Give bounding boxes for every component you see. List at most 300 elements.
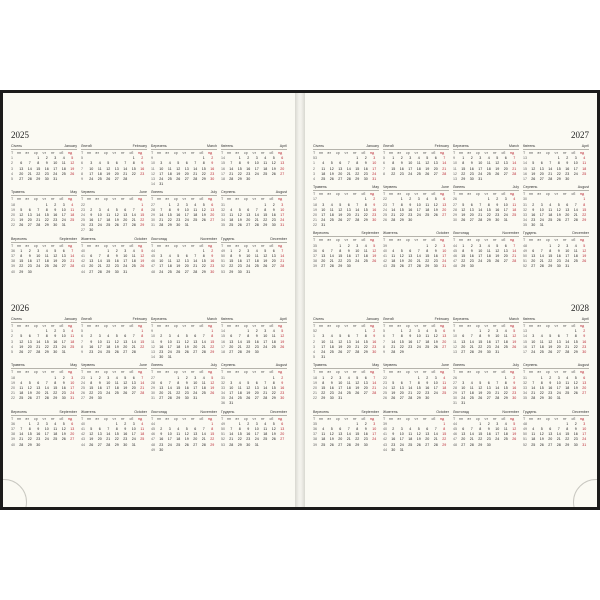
day-cell: 4	[330, 334, 333, 339]
week-number: 44	[151, 421, 155, 426]
weekday-label: пн	[389, 416, 393, 421]
day-cell: 16	[53, 212, 58, 217]
day-cell: 21	[355, 344, 360, 349]
day-cell: 2	[557, 243, 560, 248]
day-cell: 26	[548, 349, 553, 354]
month-header	[221, 363, 287, 369]
weekday-label: Т	[383, 151, 386, 155]
week-number: 31	[453, 401, 457, 406]
month-grid	[151, 237, 217, 275]
day-cell: 11	[263, 161, 268, 166]
day-cell: 20	[36, 391, 41, 396]
weekday-label: сб	[431, 192, 436, 197]
month-name-ua: Лютий	[81, 317, 92, 321]
day-cell: 14	[391, 339, 396, 344]
day-cell: 9	[330, 380, 333, 385]
weekday-label: чт	[112, 416, 117, 421]
day-cell: 18	[565, 385, 570, 390]
day-cell: 3	[373, 156, 376, 161]
day-cell: 17	[263, 339, 268, 344]
weekday-label: нд	[138, 243, 143, 248]
day-cell: 3	[566, 243, 569, 248]
day-cell: 21	[97, 264, 102, 269]
day-cell: 3	[443, 243, 446, 248]
day-cell: 18	[254, 259, 259, 264]
day-cell: 11	[140, 427, 145, 431]
week-row	[221, 443, 287, 448]
month-name-ua: Січень	[11, 144, 23, 148]
day-cell: 17	[229, 391, 234, 396]
month-name-ua: Лютий	[81, 144, 92, 148]
week-number: 17	[221, 344, 225, 349]
day-cell: 10	[167, 339, 172, 344]
month-grid	[383, 185, 449, 228]
week-number: 29	[453, 212, 457, 217]
weekday-label: сб	[501, 324, 506, 328]
day-cell: 6	[504, 156, 507, 161]
day-cell	[138, 443, 147, 448]
month-name-en: October	[134, 236, 147, 241]
day-cell: 19	[114, 218, 119, 223]
day-cell: 8	[202, 254, 205, 258]
day-cell: 6	[247, 207, 250, 212]
day-cell: 1	[549, 243, 552, 248]
week-number: 43	[81, 437, 85, 442]
day-cell: 6	[28, 207, 31, 212]
day-cell: 24	[461, 396, 466, 401]
day-cell: 1	[272, 375, 275, 380]
weekday-label: вт	[235, 370, 239, 375]
day-cell: 17	[44, 432, 49, 437]
week-number: 50	[523, 432, 527, 437]
weekday-label: сб	[361, 151, 366, 155]
day-cell: 5	[426, 156, 429, 161]
day-cell: 23	[399, 171, 404, 176]
day-cell: 29	[478, 442, 483, 447]
week-row	[383, 264, 449, 269]
week-row	[313, 355, 379, 360]
day-cell: 21	[372, 385, 377, 390]
week-number: 39	[313, 264, 317, 269]
day-cell: 14	[548, 166, 553, 171]
day-cell: 6	[20, 161, 23, 166]
day-cell: 29	[210, 442, 215, 447]
week-number: 15	[221, 161, 225, 166]
week-number: 52	[221, 437, 225, 442]
week-number: 49	[221, 421, 225, 426]
weekday-label: чт	[42, 324, 47, 328]
day-cell: 1	[28, 421, 31, 426]
day-cell: 16	[159, 437, 164, 442]
month-name-ua: Жовтень	[383, 231, 398, 236]
day-cell: 10	[254, 161, 259, 166]
day-cell: 8	[504, 380, 507, 385]
weekday-label: чт	[554, 416, 559, 421]
day-cell: 20	[442, 339, 447, 344]
day-cell: 9	[434, 248, 437, 253]
month-grid	[383, 144, 449, 182]
day-cell: 15	[36, 166, 41, 171]
day-cell	[423, 350, 432, 355]
day-cell: 17	[582, 432, 587, 437]
day-cell: 23	[123, 437, 128, 442]
day-cell	[138, 228, 147, 233]
day-cell: 13	[229, 339, 234, 344]
day-cell: 26	[582, 259, 587, 264]
day-cell: 8	[322, 380, 325, 385]
day-cell: 23	[210, 264, 215, 269]
day-cell: 2	[160, 334, 163, 339]
day-cell: 2	[400, 156, 403, 161]
day-cell: 12	[201, 207, 206, 212]
day-cell: 12	[106, 166, 111, 171]
day-cell: 10	[433, 380, 438, 385]
day-cell: 29	[167, 223, 172, 228]
day-cell: 26	[280, 344, 285, 349]
day-cell: 21	[106, 437, 111, 442]
day-cell: 26	[19, 223, 24, 228]
day-cell: 5	[356, 375, 359, 380]
day-cell: 1	[45, 202, 48, 207]
day-cell: 22	[363, 344, 368, 349]
day-cell: 20	[193, 437, 198, 442]
day-cell: 8	[400, 334, 403, 339]
day-cell: 26	[556, 218, 561, 223]
day-cell: 19	[338, 212, 343, 217]
day-cell: 9	[513, 380, 516, 385]
day-cell: 2	[330, 375, 333, 380]
week-row	[81, 396, 147, 401]
weekday-label: чт	[42, 151, 47, 155]
weekday-label: ср	[34, 416, 38, 421]
week-number: 5	[81, 156, 83, 161]
day-cell: 8	[45, 207, 48, 212]
day-cell: 13	[254, 385, 259, 390]
day-cell: 16	[495, 207, 500, 212]
day-cell: 18	[503, 339, 508, 344]
day-cell: 1	[211, 421, 214, 426]
week-number: 4	[11, 171, 13, 176]
day-cell: 7	[347, 427, 350, 431]
month-grid	[313, 231, 379, 269]
day-cell: 10	[159, 166, 164, 171]
day-cell: 1	[462, 243, 465, 248]
day-cell: 26	[176, 176, 181, 181]
weekday-label: чт	[252, 324, 257, 328]
day-cell: 12	[478, 385, 483, 390]
day-cell: 25	[44, 264, 49, 269]
day-cell: 8	[417, 380, 420, 385]
day-cell: 13	[503, 248, 508, 253]
day-cell: 25	[263, 171, 268, 176]
day-cell: 9	[98, 380, 101, 385]
day-cell: 12	[548, 339, 553, 344]
week-number: 37	[11, 254, 15, 258]
day-cell	[510, 264, 519, 269]
day-cell: 24	[106, 391, 111, 396]
day-cell: 5	[532, 161, 535, 166]
month-row	[313, 231, 589, 269]
day-cell: 25	[53, 437, 58, 442]
day-cell: 29	[416, 396, 421, 401]
day-cell: 12	[280, 334, 285, 339]
week-number: 18	[11, 375, 15, 380]
day-cell: 14	[478, 207, 483, 212]
day-cell: 26	[338, 349, 343, 354]
day-cell: 24	[193, 391, 198, 396]
weekday-label: Т	[453, 151, 456, 155]
day-cell: 28	[280, 264, 285, 269]
day-cell: 29	[503, 396, 508, 401]
day-cell	[563, 223, 572, 228]
weekday-label: пт	[353, 151, 357, 155]
day-cell	[270, 270, 279, 275]
day-cell: 6	[115, 161, 118, 166]
day-cell: 8	[168, 207, 171, 212]
week-number: 35	[523, 223, 527, 228]
day-cell: 18	[416, 166, 421, 171]
day-cell: 3	[230, 380, 233, 385]
week-number: 9	[453, 156, 455, 161]
day-cell: 3	[160, 161, 163, 166]
week-number: 5	[81, 329, 83, 334]
day-cell	[43, 270, 52, 275]
week-row	[383, 172, 449, 177]
week-number: 7	[383, 339, 385, 344]
day-cell: 28	[556, 442, 561, 447]
day-cell: 14	[263, 385, 268, 390]
day-cell: 20	[461, 437, 466, 442]
day-cell: 17	[556, 385, 561, 390]
day-cell: 18	[425, 339, 430, 344]
day-cell: 3	[45, 421, 48, 426]
day-cell: 4	[549, 202, 552, 207]
day-cell: 6	[409, 248, 412, 253]
day-cell: 17	[416, 207, 421, 212]
day-cell: 9	[90, 339, 93, 344]
week-row	[313, 396, 379, 401]
weekday-label: ср	[34, 197, 38, 202]
day-cell: 15	[355, 432, 360, 437]
day-cell: 28	[548, 176, 553, 181]
day-cell: 2	[28, 248, 31, 253]
day-cell: 4	[487, 156, 490, 161]
week-number: 21	[313, 218, 317, 223]
weekday-label: пт	[423, 324, 427, 328]
day-cell: 15	[363, 207, 368, 212]
day-cell: 17	[70, 385, 75, 390]
day-cell: 15	[556, 166, 561, 171]
day-cell: 24	[539, 218, 544, 223]
day-cell: 27	[70, 437, 75, 442]
week-row	[81, 270, 147, 275]
week-number: 42	[383, 437, 387, 442]
weekday-label: чт	[252, 416, 257, 421]
day-cell: 13	[469, 207, 474, 212]
day-cell: 26	[433, 212, 438, 217]
weekday-label: Т	[81, 416, 84, 421]
day-cell: 15	[478, 339, 483, 344]
day-cell: 24	[280, 218, 285, 223]
day-cell: 3	[479, 243, 482, 248]
day-cell: 13	[539, 166, 544, 171]
day-cell: 27	[246, 223, 251, 228]
week-number: 17	[313, 197, 317, 202]
day-cell: 1	[45, 329, 48, 334]
weekday-label: вт	[467, 324, 471, 328]
day-cell: 14	[131, 339, 136, 344]
day-cell: 29	[442, 442, 447, 447]
day-cell: 20	[321, 259, 326, 264]
day-cell: 13	[461, 339, 466, 344]
weekday-label: пн	[157, 370, 161, 375]
week-row	[453, 350, 519, 355]
week-number: 39	[383, 421, 387, 426]
week-row	[523, 443, 589, 448]
week-number: 29	[453, 391, 457, 396]
month-grid	[383, 410, 449, 453]
day-cell: 13	[19, 166, 24, 171]
week-number: 38	[11, 432, 15, 437]
day-cell: 28	[416, 264, 421, 269]
day-cell: 14	[556, 432, 561, 437]
weekday-label: пн	[459, 151, 463, 155]
weekday-label: ср	[34, 243, 38, 248]
day-cell: 2	[470, 243, 473, 248]
day-cell: 17	[131, 432, 136, 437]
day-cell: 2	[487, 421, 490, 426]
day-cell: 26	[201, 218, 206, 223]
month-grid	[523, 144, 589, 182]
day-cell	[191, 223, 200, 228]
month-name-en: January	[64, 144, 77, 148]
day-cell: 27	[280, 171, 285, 176]
week-row	[151, 355, 217, 360]
week-number: 14	[523, 161, 527, 166]
day-cell	[278, 443, 287, 448]
day-cell: 27	[27, 223, 32, 228]
weekday-label: сб	[129, 370, 134, 375]
day-cell: 31	[184, 223, 189, 228]
day-cell: 14	[469, 339, 474, 344]
day-cell: 2	[177, 202, 180, 207]
weekday-label: чт	[42, 416, 47, 421]
day-cell: 9	[247, 161, 250, 166]
day-cell: 19	[433, 339, 438, 344]
month-name-en: November	[200, 236, 217, 241]
week-number: 48	[523, 421, 527, 426]
day-cell: 31	[321, 355, 326, 360]
month-name-en: February	[132, 144, 147, 148]
day-cell: 10	[44, 427, 49, 431]
day-cell: 26	[433, 344, 438, 349]
day-cell: 20	[184, 264, 189, 269]
day-cell: 24	[372, 437, 377, 442]
day-cell: 24	[556, 391, 561, 396]
day-cell: 9	[45, 161, 48, 166]
day-cell: 25	[19, 396, 24, 401]
day-cell: 22	[556, 171, 561, 176]
day-cell: 28	[70, 264, 75, 269]
day-cell	[96, 228, 105, 233]
weekday-label: вт	[95, 151, 99, 155]
month-name-ua: Червень	[81, 190, 96, 195]
week-number: 18	[11, 202, 15, 207]
day-cell: 23	[486, 437, 491, 442]
day-cell: 20	[131, 385, 136, 390]
day-cell: 21	[36, 218, 41, 223]
left-page	[3, 93, 295, 507]
week-number: 52	[313, 329, 317, 334]
weekday-label: пн	[227, 416, 231, 421]
day-cell: 24	[321, 349, 326, 354]
week-row	[151, 448, 217, 453]
day-cell: 3	[90, 161, 93, 166]
day-cell: 25	[425, 344, 430, 349]
day-cell: 30	[53, 349, 58, 354]
day-cell: 22	[140, 218, 145, 223]
weekday-label: Т	[523, 192, 526, 197]
day-cell: 27	[442, 212, 447, 217]
weekday-label: пн	[157, 197, 161, 202]
day-cell: 22	[399, 212, 404, 217]
day-cell: 12	[399, 254, 404, 258]
day-cell: 1	[400, 329, 403, 334]
day-cell: 23	[280, 391, 285, 396]
day-cell: 9	[90, 212, 93, 217]
weekday-label: сб	[361, 416, 366, 421]
month-header	[383, 231, 449, 237]
day-cell: 5	[496, 156, 499, 161]
day-cell: 9	[177, 207, 180, 212]
day-cell: 23	[582, 344, 587, 349]
day-cell: 12	[573, 380, 578, 385]
weekday-label: Т	[313, 151, 316, 155]
day-cell: 19	[573, 385, 578, 390]
day-cell: 12	[61, 427, 66, 431]
week-number: 49	[151, 447, 155, 452]
weekday-label: сб	[199, 197, 204, 202]
weekday-label: чт	[554, 370, 559, 375]
day-cell: 11	[329, 339, 334, 344]
year-label: 2026	[11, 303, 29, 313]
weekday-label: сб	[501, 151, 506, 155]
day-cell: 26	[338, 218, 343, 223]
month-grid	[11, 410, 77, 453]
day-cell: 22	[425, 259, 430, 264]
weekday-label: сб	[59, 197, 64, 202]
month-name-ua: Березень	[151, 144, 167, 148]
week-number: 22	[383, 197, 387, 202]
week-number: 27	[151, 202, 155, 207]
weekday-label: вт	[397, 238, 401, 243]
weekday-label: ср	[336, 324, 340, 328]
month-name-ua: Січень	[11, 317, 23, 321]
day-cell: 21	[469, 344, 474, 349]
weekday-label: пт	[563, 151, 567, 155]
day-cell: 24	[97, 223, 102, 228]
day-cell: 27	[159, 396, 164, 401]
day-cell: 18	[271, 339, 276, 344]
day-cell: 2	[583, 329, 586, 334]
day-cell: 21	[433, 437, 438, 442]
day-cell: 3	[322, 202, 325, 207]
day-cell: 25	[131, 264, 136, 269]
day-cell: 14	[355, 207, 360, 212]
month-name-ua: Березень	[453, 144, 469, 148]
weekday-label: вт	[165, 416, 169, 421]
day-cell: 7	[470, 334, 473, 339]
